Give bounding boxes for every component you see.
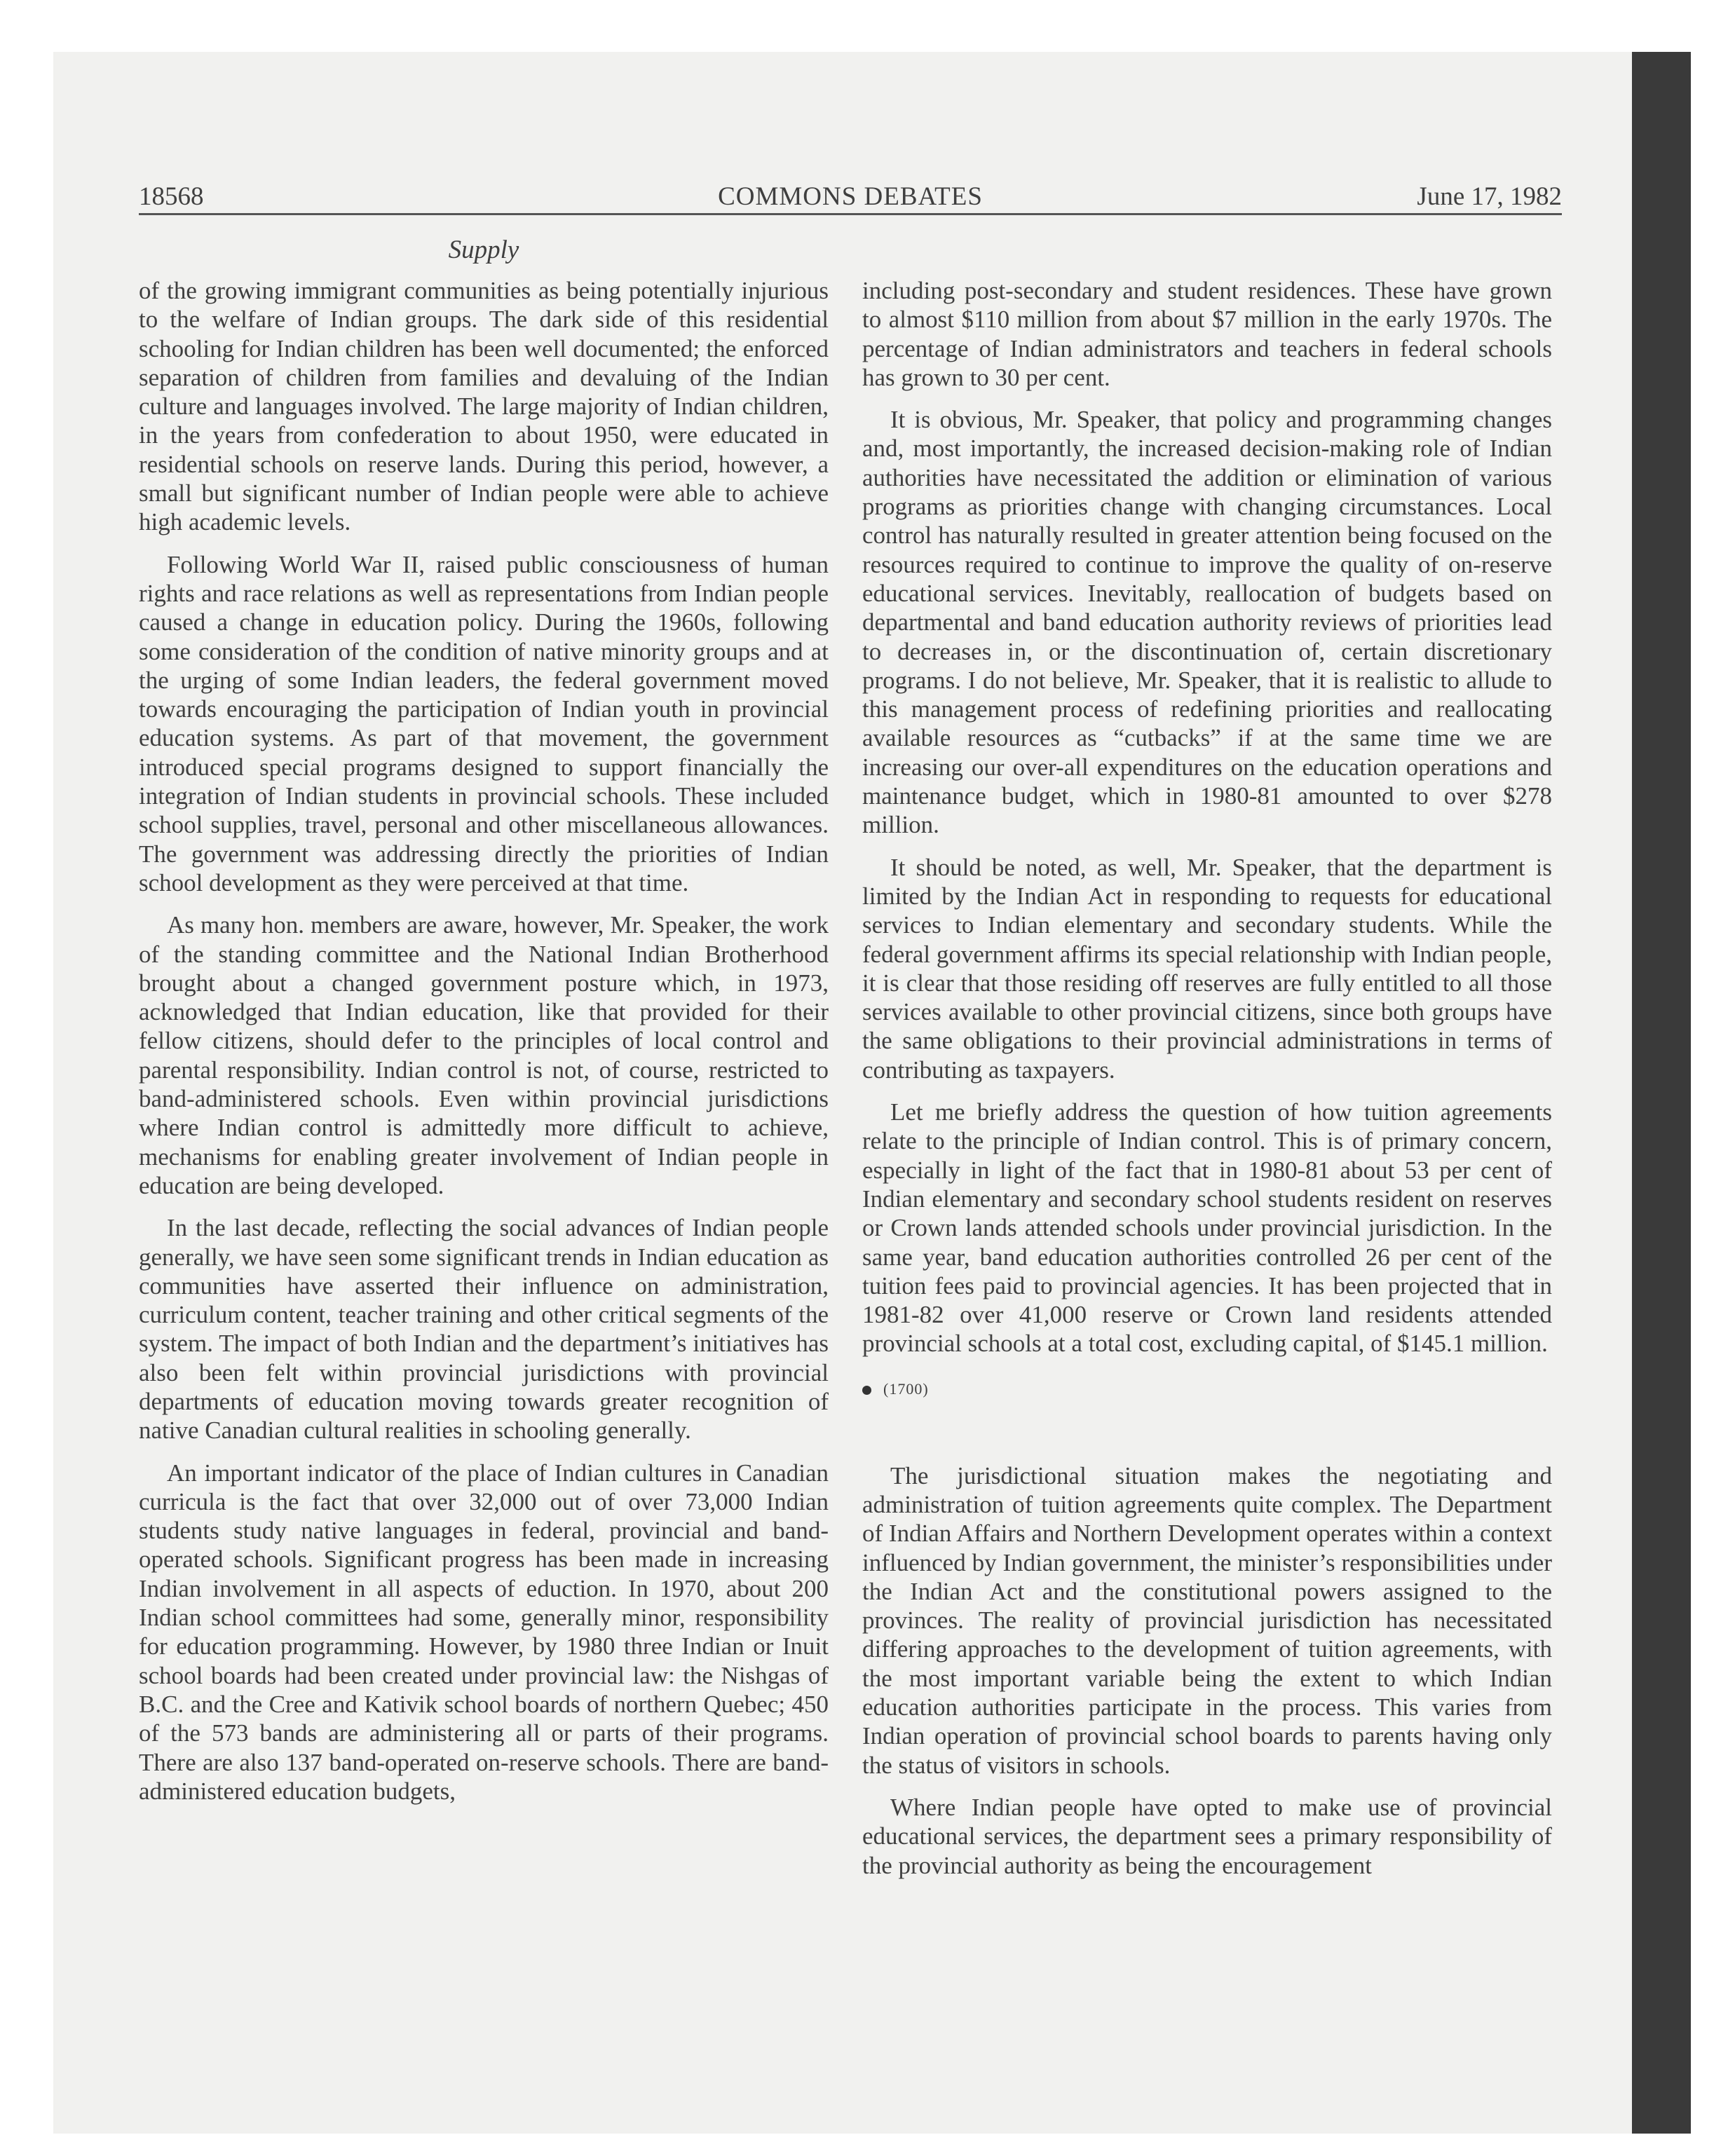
publication-title: COMMONS DEBATES bbox=[718, 182, 983, 211]
section-title: Supply bbox=[448, 236, 519, 264]
paragraph: It should be noted, as well, Mr. Speaker, that the department is limited by the Indian Act in responding to requests for educational services to Indian elementary and secondary students. While the federal government affirms its special relationship with Indian people, it is clear that those residing off reserves are fully entitled to all those services available to other provincial citizens, since both groups have the same obligations to their provincial administrations in terms of contributing as taxpayers. bbox=[862, 853, 1552, 1084]
paragraph: As many hon. members are aware, however, Mr. Speaker, the work of the standing committee and the National Indian Brotherhood brought about a changed government posture which, in 1973, acknowledged that Indian education, like that provided for their fellow citizens, should defer to the principles of local control and parental responsibility. Indian control is not, of course, restricted to band-administered schools. Even within provincial jurisdictions where Indian control is admittedly more difficult to achieve, mechanisms for enabling greater involvement of Indian people in education are being developed. bbox=[139, 911, 829, 1199]
paragraph: It is obvious, Mr. Speaker, that policy and programming changes and, most importantly, the increased decision-making role of Indian authorities have necessitated the addition or elimination of various programs as priorities change with changing circumstances. Local control has naturally resulted in greater attention being focused on the resources required to continue to improve the quality of on-reserve educational services. Inevitably, reallocation of budgets based on departmental and band education authority reviews of priorities lead to decreases in, or the discontinuation of, certain discretionary programs. I do not believe, Mr. Speaker, that it is realistic to allude to this management process of redefining priorities and reallocating available resources as “cutbacks” if at the same time we are increasing our over-all expenditures on the education operations and maintenance budget, which in 1980-81 amounted to over $278 million. bbox=[862, 406, 1552, 839]
time-marker-label: (1700) bbox=[883, 1379, 929, 1398]
header-rule bbox=[139, 213, 1562, 215]
scan-edge-shadow bbox=[1632, 52, 1691, 2134]
paragraph: In the last decade, reflecting the social advances of Indian people generally, we have seen some significant trends in Indian education as communities have asserted their influence on administration, curriculum content, teacher training and other critical segments of the system. The impact of both Indian and the department’s initiatives has also been felt within provincial jurisdictions with provincial departments of education moving towards greater recognition of native Canadian cultural realities in schooling generally. bbox=[139, 1214, 829, 1445]
paragraph: Where Indian people have opted to make use of provincial educational services, the department sees a primary responsibility of the provincial authority as being the encouragement bbox=[862, 1793, 1552, 1879]
running-header bbox=[139, 181, 1562, 213]
right-column bbox=[862, 276, 1552, 1893]
paragraph: Let me briefly address the question of how tuition agreements relate to the principle of Indian control. This is of primary concern, especially in light of the fact that in 1980-81 about 53 per cent of Indian elementary and secondary school students resident on reserves or Crown lands attended schools under provincial jurisdiction. In the same year, band education authorities controlled 26 per cent of the tuition fees paid to provincial agencies. It has been projected that in 1981-82 over 41,000 reserve or Crown land residents attended provincial schools at a total cost, excluding capital, of $145.1 million. bbox=[862, 1098, 1552, 1358]
bullet-icon bbox=[862, 1386, 871, 1395]
left-column bbox=[139, 276, 829, 1819]
paragraph: An important indicator of the place of Indian cultures in Canadian curricula is the fact that over 32,000 out of over 73,000 Indian students study native languages in federal, provincial and band-operated schools. Significant progress has been made in increasing Indian involvement in all aspects of eduction. In 1970, about 200 Indian school committees had some, generally minor, responsibility for education programming. However, by 1980 three Indian or Inuit school boards had been created under provincial law: the Nishgas of B.C. and the Cree and Kativik school boards of northern Quebec; 450 of the 573 bands are administering all or parts of their programs. There are also 137 band-operated on-reserve schools. There are band-administered education budgets, bbox=[139, 1459, 829, 1805]
time-marker bbox=[862, 1372, 1552, 1429]
page-number: 18568 bbox=[139, 182, 204, 211]
paragraph: including post-secondary and student residences. These have grown to almost $110 million from about $7 million in the early 1970s. The percentage of Indian administrators and teachers in federal schools has grown to 30 per cent. bbox=[862, 277, 1552, 391]
paragraph: Following World War II, raised public consciousness of human rights and race relations as well as representations from Indian people caused a change in education policy. During the 1960s, following some consideration of the condition of native minority groups and at the urging of some Indian leaders, the federal government moved towards encouraging the participation of Indian youth in provincial education systems. As part of that movement, the government introduced special programs designed to support financially the integration of Indian students in provincial schools. These included school supplies, travel, personal and other miscellaneous allowances. The government was addressing directly the priorities of Indian school development as they were perceived at that time. bbox=[139, 550, 829, 896]
paragraph: The jurisdictional situation makes the negotiating and administration of tuition agreements quite complex. The Department of Indian Affairs and Northern Development operates within a context influenced by Indian government, the minister’s responsibilities under the Indian Act and the constitutional powers assigned to the provinces. The reality of provincial jurisdiction has necessitated differing approaches to the development of tuition agreements, with the most important variable being the extent to which Indian education authorities participate in the process. This varies from Indian operation of provincial school boards to parents having only the status of visitors in schools. bbox=[862, 1461, 1552, 1779]
paragraph: of the growing immigrant communities as being potentially injurious to the welfare of Indian groups. The dark side of this residential schooling for Indian children has been well documented; the enforced separation of children from families and devaluing of the Indian culture and languages involved. The large majority of Indian children, in the years from confederation to about 1950, were educated in residential schools on reserve lands. During this period, however, a small but significant number of Indian people were able to achieve high academic levels. bbox=[139, 277, 829, 536]
document-page bbox=[139, 0, 1562, 2156]
header-date: June 17, 1982 bbox=[1417, 182, 1562, 211]
